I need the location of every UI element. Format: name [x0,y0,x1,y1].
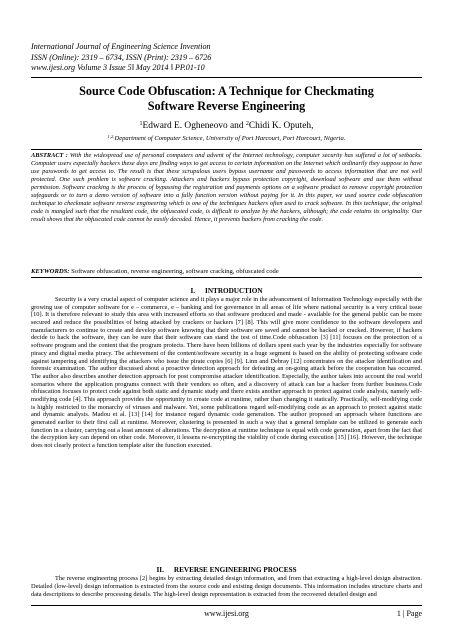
section-title: INTRODUCTION [205,287,263,295]
abstract [31,152,422,224]
keywords-text: Software obfuscation, reverse engineering, software cracking, obfuscated code [69,268,279,275]
affiliation-marker: 1,2, [107,134,115,139]
affiliation-text: Department of Computer Science, University of Port Harcourt, Port Harcourt, Nigeria. [114,135,346,142]
author-list [31,119,422,132]
page-number: 1 | Page [396,609,422,618]
abstract-text: With the widespread use of personal computers and advent of the Internet technology, computer security has suffered a lot of setbacks. Computer users especially hackers these days are finding ways to get access to certain information on the Internet which ordinarily they suppose to have use passwords to get access to. The result is that these scrupulous users bypass username and passwords to access information that are not well protected. One such problem is software cracking. Attackers and hackers bypass protection copyright, download software and use them without permission. Software cracking is the process of bypassing the registration and payments options on a software product to remove copyright protection safeguards or to turn a demo version of software into a fully function version without paying for it. In this paper, we used source code obfuscation technique to checkmate software reverse engineering which is one of the techniques hackers often used to crack software. In this technique, the original code is mangled such that the resultant code, the obfuscated code, is difficult to analyze by the hackers, although; the code retains its originality. Our result shows that the obfuscated code cannot be easily decoded. Hence, it prevents hackers from cracking the code. [31,152,422,224]
abstract-divider-top [31,149,422,150]
section-number: I. [190,287,196,295]
author1-name: Edward E. Ogheneovo and [142,121,246,131]
author1-marker: 1 [139,121,143,127]
journal-issn: ISSN (Online): 2319 – 6734, ISSN (Print): 2319 – 6726 [31,52,212,62]
abstract-label: ABSTRACT : [31,152,68,159]
author2-name: Chidi K. Oputeh, [248,121,314,131]
reverse-engineering-paragraph: The reverse engineering process [2] begins by extracting detailed design information, and from that extracting a high-level design abstraction. Detailed (low-level) design information is extracted from the source code and existing design documents. This information includes structure charts and data descriptions to describe processing details. The high-level design representation is extracted from the recovered detailed design and [31,575,422,598]
section-heading-reverse-engineering [31,566,422,574]
journal-header [31,42,211,74]
title-line-1: Source Code Obfuscation: A Technique for Checkmating [79,84,374,98]
title-line-2: Software Reverse Engineering [147,98,306,113]
section-heading-introduction [31,287,422,295]
journal-issue: www.ijesi.org Volume 3 Issue 5ǁ May 2014 ǁ PP.01-10 [31,63,205,73]
introduction-paragraph: Security is a very crucial aspect of computer science and it plays a major role in the advancement of Information Technology especially with the growing use of computer software for e – commerce, e – banking and for governance in all areas of life where national security is a very critical issue [10]. It is therefore relevant to study this area with increased efforts so that software produced and made - available for the general public can be more secured and reduce the possibilities of being attacked by crackers or hackers [7] [8]. This will give more confidence to the software developers and manufacturers to continue to create and develop software knowing that their software are saved and cannot be hacked or cracked. However, if hackers decide to hack the software, they can be sure that their software can stand the test of time.Code obfuscation [3] [11] focuses on the protection of a software program and the content that the program protects. There have been billions of dollars spent each year by the industries especially for software piracy and digital media piracy. The achievement of the content/software security in a huge segment is based on the ability of protecting software code against tampering and identifying the attackers who issue the pirate copies [6] [9]. Linn and Debray [12] concentrates on the attacker identification and forensic examination. The author discussed about a proactive detection approach for defeating an on-going attack before the cooperation has occurred. The author also describes another detection approach for post compromise attacker identification. Especially, the author takes into account the real world scenarios where the application programs connect with their vendors so often, and a discovery of attack can bar a hacker from further business.Code obfuscation focuses to protect code against both static and dynamic study and there exists another approach to protect against code analysis, namely self-modifying code [4]. This approach provides the opportunity to create code at runtime, rather than changing it statically. Practically, self-modifying code is highly restricted to the monarchy of viruses and malware. Yet, some publications regard self-modifying code as an approach to protect against static and dynamic analysis. Madou et al. [13] [14] for instance regard dynamic code generation. The author proposed an approach where functions are generated earlier to their first call at runtime. Moreover, clustering is presented in such a way that a general template can be utilized to generate each function in a cluster, carrying out a least amount of alterations. The decryption at runtime technique is equal with code generation, apart from the fact that the decryption key can depend on other code. Moreover, it lessens re-encrypting the viability of code during execution [15] [16]. However, the technique does not clearly protect a function template after the function executed. [31,296,422,450]
journal-name: International Journal of Engineering Science Invention [31,42,211,51]
keywords [31,268,422,276]
footer-divider [31,605,422,606]
header-divider [31,77,422,78]
keywords-divider [31,277,422,278]
paper-title [31,84,422,113]
author2-marker: 2 [245,121,249,127]
keywords-label: KEYWORDS: [31,268,70,275]
affiliation [31,133,422,143]
section-number: II. [156,566,164,574]
section-title: REVERSE ENGINEERING PROCESS [173,566,297,574]
footer-url: www.ijesi.org [204,609,249,618]
